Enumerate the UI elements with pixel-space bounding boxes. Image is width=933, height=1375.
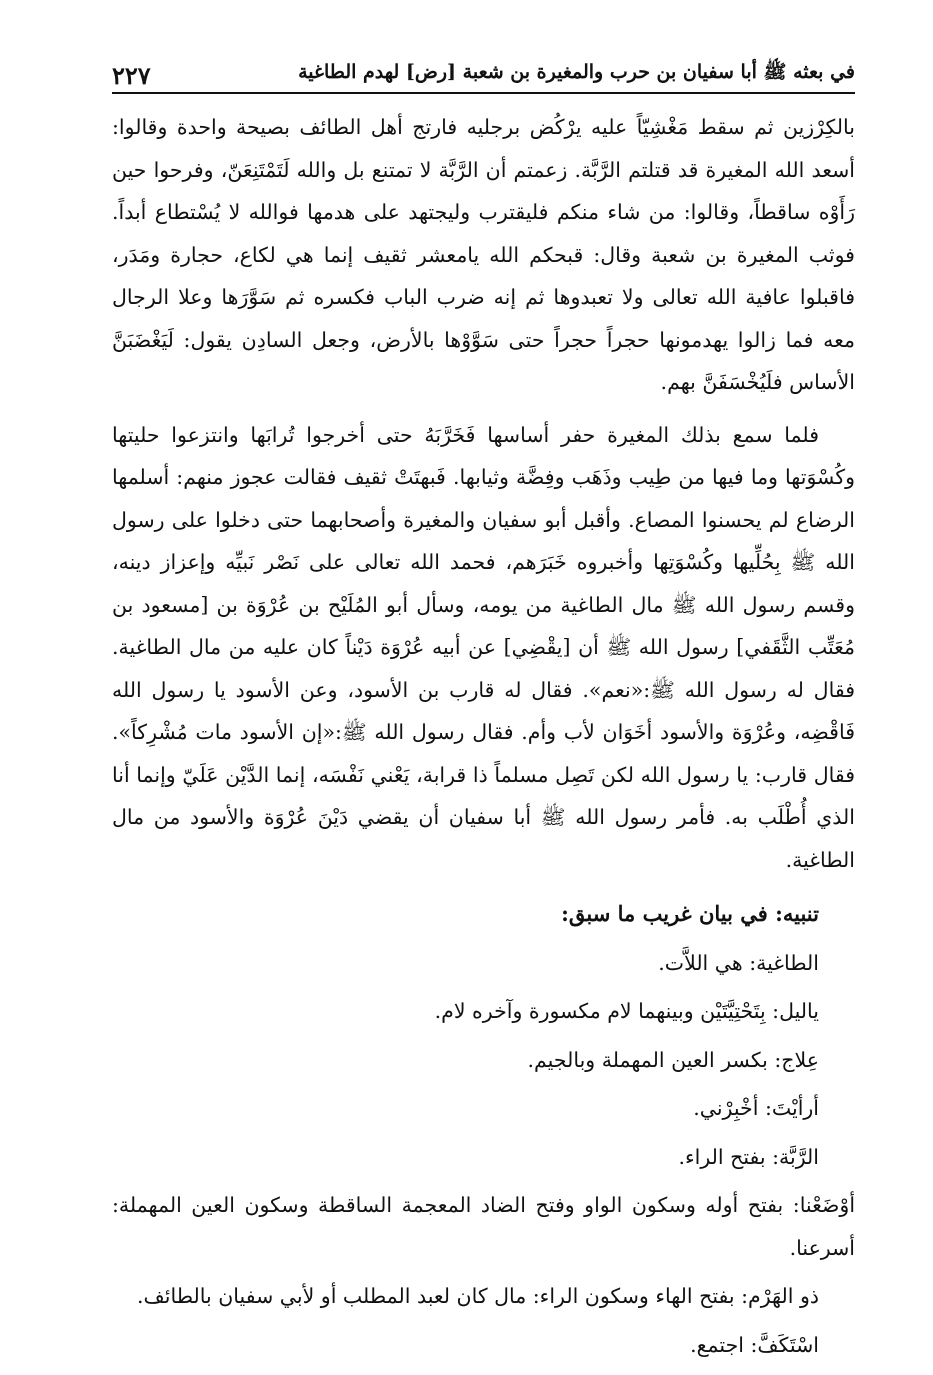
- glossary-entry: [112, 1184, 855, 1269]
- glossary-term: اسْتَكَفَّ:: [750, 1332, 819, 1357]
- glossary-definition: بفتح الهاء وسكون الراء: مال كان لعبد المطلب أو لأبي سفيان بالطائف.: [137, 1284, 742, 1308]
- glossary-entry: [112, 990, 855, 1033]
- glossary-entry: [112, 1039, 855, 1082]
- glossary-term: عِلاج:: [774, 1047, 819, 1072]
- paragraph: فلما سمع بذلك المغيرة حفر أساسها فَخَرَّبَهُ حتى أخرجوا تُرابَها وانتزعوا حليتها وكُسْوَتها وما فيها من طِيب وذَهَب وفِضَّة وثيابها. فَبهتَتْ ثقيف فقالت عجوز منهم: أسلمها الرضاع لم يحسنوا المصاع. وأقبل أبو سفيان والمغيرة وأصحابهما حتى دخلوا على رسول الله ﷺ بِحُلِّيها وكُسْوَتِها وأخبروه خَبَرَهم، فحمد الله تعالى على نَصْر نَبيِّه وإعزاز دينه، وقسم رسول الله ﷺ مال الطاغية من يومه، وسأل أبو المُلَيْح بن عُرْوَة بن [مسعود بن مُعَتِّب الثَّقَفي] رسول الله ﷺ أن [يقْضِي] عن أبيه عُرْوَة دَيْناً كان عليه من مال الطاغية. فقال له رسول الله ﷺ:«نعم». فقال له قارب بن الأسود، وعن الأسود يا رسول الله فَاقْضِه، وعُرْوَة والأسود أخَوَان لأب وأم. فقال رسول الله ﷺ:«إن الأسود مات مُشْرِكاً». فقال قارب: يا رسول الله لكن تَصِل مسلماً ذا قرابة، يَعْني نَفْسَه، إنما الدَّيْن عَلَيّ وإنما أنا الذي أُطْلَب به. فأمر رسول الله ﷺ أبا سفيان أن يقضي دَيْنَ عُرْوَة والأسود من مال الطاغية.: [112, 422, 855, 872]
- glossary-definition: بِتَحْتِيَّتَيْن وبينهما لام مكسورة وآخره لام.: [434, 999, 773, 1023]
- glossary-entry: [112, 1087, 855, 1130]
- glossary-entry: [112, 1136, 855, 1179]
- page-body: [112, 106, 855, 1366]
- glossary-term: الطاغية:: [749, 950, 819, 975]
- glossary-entry: [112, 942, 855, 985]
- glossary-definition: أخْبِرْني.: [693, 1096, 765, 1120]
- paragraph: بالكِرْزين ثم سقط مَغْشِيّاً عليه يرْكُض برجليه فارتج أهل الطائف بصيحة واحدة وقالوا: أسعد الله المغيرة قد قتلتم الرَّبَّة. زعمتم أن الرَّبَّة لا تمتنع بل والله لَتَمْتَنِعَنّ، وفرحوا حين رَأَوْه ساقطاً، وقالوا: من شاء منكم فليقترب وليجتهد على هدمها فوالله لا يُسْتطاع أبداً. فوثب المغيرة بن شعبة وقال: قبحكم الله يامعشر ثقيف إنما هي لكاع، حجارة ومَدَر، فاقبلوا عافية الله تعالى ولا تعبدوها ثم إنه ضرب الباب فكسره ثم سَوَّرَها وعلا الرجال معه فما زالوا يهدمونها حجراً حجراً حتى سَوَّوْها بالأرض، وجعل السادِن يقول: لَيَغْضَبَنَّ الأساس فلَيُخْسَفَنَّ بهم.: [112, 115, 855, 394]
- glossary-term: الرَّبَّة:: [772, 1144, 819, 1169]
- page-header: [112, 54, 855, 94]
- running-title: في بعثه ﷺ أبا سفيان بن حرب والمغيرة بن شعبة [رض] لهدم الطاغية: [298, 61, 855, 83]
- glossary-term: ياليل:: [772, 999, 819, 1023]
- glossary-term: ذو الهَرْم:: [741, 1284, 819, 1308]
- glossary-definition: بكسر العين المهملة وبالجيم.: [527, 1047, 775, 1072]
- glossary-term: أرأيْتَ:: [764, 1096, 819, 1120]
- note-heading: تنبيه: في بيان غريب ما سبق:: [561, 901, 819, 926]
- glossary-entry: [112, 1275, 855, 1318]
- glossary-definition: بفتح الراء.: [678, 1144, 773, 1169]
- glossary-term: أوْضَعْنا:: [792, 1193, 856, 1217]
- page-number: ٢٢٧: [112, 61, 151, 90]
- glossary-entry: [112, 1324, 855, 1367]
- glossary-definition: بفتح أوله وسكون الواو وفتح الضاد المعجمة الساقطة وسكون العين المهملة: أسرعنا.: [112, 1193, 855, 1260]
- glossary-definition: اجتمع.: [690, 1332, 751, 1357]
- glossary-list: [112, 942, 855, 1367]
- glossary-definition: هي اللاَّت.: [658, 950, 750, 975]
